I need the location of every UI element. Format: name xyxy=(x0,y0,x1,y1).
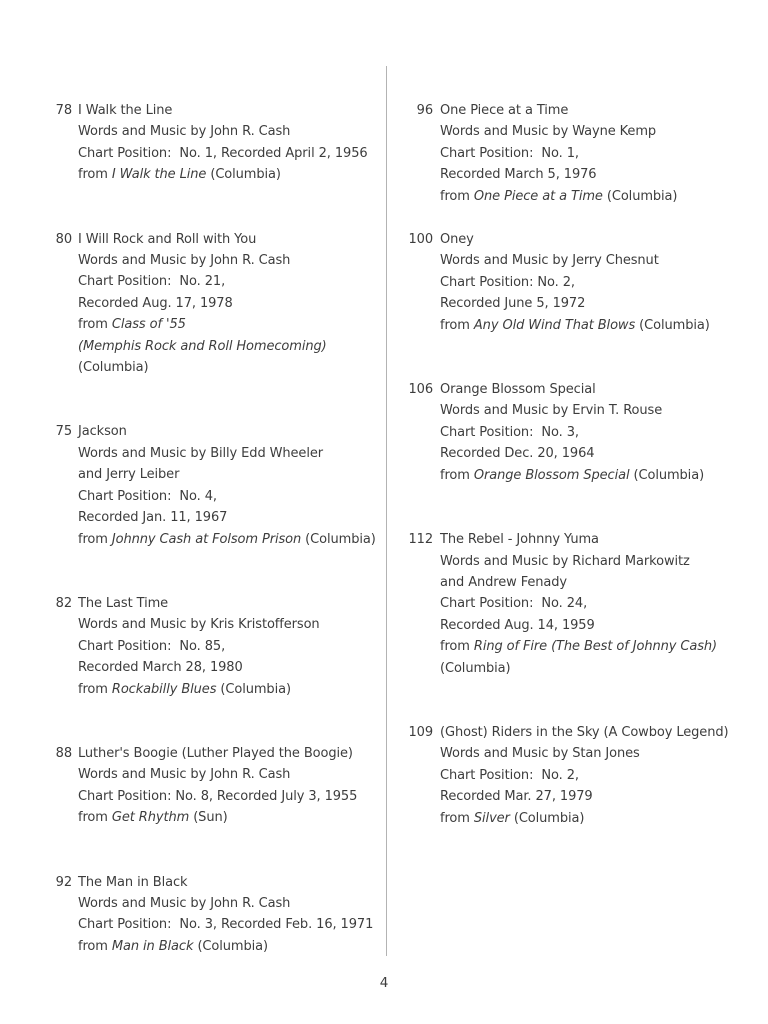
detail-text: from xyxy=(78,810,112,826)
detail-text: Chart Position: No. 24, xyxy=(440,596,588,612)
song-detail-line xyxy=(440,765,760,786)
song-entry-body xyxy=(78,100,376,186)
detail-text: Chart Position: No. 1, xyxy=(440,145,579,161)
song-entry xyxy=(400,529,760,679)
album-title-italic: One Piece at a Time xyxy=(473,188,603,204)
song-entry xyxy=(400,722,760,829)
song-detail-line xyxy=(78,914,376,935)
detail-text: from xyxy=(78,317,112,333)
detail-text: Words and Music by John R. Cash xyxy=(78,767,291,783)
song-title: The Last Time xyxy=(78,595,169,611)
detail-text: Chart Position: No. 85, xyxy=(78,638,226,654)
detail-text: from xyxy=(440,639,474,655)
song-entry xyxy=(44,743,376,829)
detail-text: from xyxy=(440,810,474,826)
song-detail-line xyxy=(440,272,760,293)
song-title: (Ghost) Riders in the Sky (A Cowboy Legend) xyxy=(440,724,729,740)
song-entry-body xyxy=(78,421,376,549)
album-title-italic: Orange Blossom Special xyxy=(473,467,630,483)
song-entry-body xyxy=(440,100,760,207)
detail-text: Chart Position: No. 2, xyxy=(440,767,579,783)
song-detail-line xyxy=(78,636,376,657)
detail-text: and Jerry Leiber xyxy=(78,467,180,483)
song-detail-line xyxy=(78,121,376,142)
song-page-ref: 80 xyxy=(55,231,72,247)
song-entry-body xyxy=(440,529,760,679)
song-page-ref: 96 xyxy=(416,103,433,118)
song-page-ref: 78 xyxy=(55,103,72,118)
song-detail-line xyxy=(78,293,376,314)
song-detail-line xyxy=(78,786,376,807)
detail-text: Chart Position: No. 3, xyxy=(440,424,579,440)
detail-text: Chart Position: No. 21, xyxy=(78,274,226,290)
song-title: The Rebel - Johnny Yuma xyxy=(440,532,599,548)
song-detail-line xyxy=(440,808,760,829)
song-page-ref: 106 xyxy=(408,382,433,398)
detail-text: Recorded Aug. 17, 1978 xyxy=(78,295,233,311)
detail-text: from xyxy=(440,317,474,333)
detail-text: (Columbia) xyxy=(602,188,678,204)
song-title: The Man in Black xyxy=(78,874,188,890)
detail-text: from xyxy=(78,681,112,697)
detail-text: Recorded Jan. 11, 1967 xyxy=(78,510,228,526)
detail-text: Chart Position: No. 2, xyxy=(440,274,575,290)
song-page-ref: 109 xyxy=(408,724,433,740)
detail-text: Chart Position: No. 3, Recorded Feb. 16, 1971 xyxy=(78,917,374,933)
song-title: I Will Rock and Roll with You xyxy=(78,231,257,247)
song-page-ref: 88 xyxy=(55,745,72,761)
detail-text: (Columbia) xyxy=(635,317,710,333)
song-detail-line xyxy=(78,314,376,335)
song-entry-body xyxy=(78,229,376,379)
song-detail-line xyxy=(440,315,760,336)
right-column xyxy=(400,100,760,829)
song-entry xyxy=(44,421,376,549)
song-detail-line xyxy=(78,764,376,785)
detail-text: from xyxy=(440,188,474,204)
detail-text: Recorded Aug. 14, 1959 xyxy=(440,617,595,633)
song-detail-line xyxy=(78,486,376,507)
detail-text: (Columbia) xyxy=(629,467,705,483)
song-detail-line xyxy=(440,186,760,207)
column-divider xyxy=(386,66,387,956)
detail-text: (Columbia) xyxy=(301,531,376,547)
song-detail-line xyxy=(440,465,760,486)
song-detail-line xyxy=(78,250,376,271)
song-entry-body xyxy=(78,743,376,829)
song-entry-body xyxy=(78,593,376,700)
song-detail-line xyxy=(440,636,760,657)
song-page-ref: 75 xyxy=(55,424,72,440)
detail-text: (Columbia) xyxy=(216,681,291,697)
detail-text: (Columbia) xyxy=(440,660,511,676)
song-detail-line xyxy=(78,679,376,700)
song-detail-line xyxy=(440,293,760,314)
album-title-italic: Man in Black xyxy=(111,938,194,954)
detail-text: Words and Music by Jerry Chesnut xyxy=(440,253,659,269)
song-detail-line xyxy=(78,336,376,357)
song-detail-line xyxy=(440,786,760,807)
song-entry-body xyxy=(440,722,760,829)
song-title: Jackson xyxy=(78,424,127,440)
song-page-ref: 92 xyxy=(55,874,72,890)
song-detail-line xyxy=(440,743,760,764)
song-detail-line xyxy=(78,143,376,164)
song-detail-line xyxy=(78,529,376,550)
detail-text: (Sun) xyxy=(189,810,228,826)
song-title: Luther's Boogie (Luther Played the Boogie) xyxy=(78,745,353,761)
song-detail-line xyxy=(440,593,760,614)
detail-text: Words and Music by Richard Markowitz xyxy=(440,553,690,569)
detail-text: Recorded March 5, 1976 xyxy=(440,167,597,183)
song-detail-line xyxy=(440,615,760,636)
detail-text: from xyxy=(78,938,112,954)
song-detail-line xyxy=(440,422,760,443)
song-detail-line xyxy=(440,143,760,164)
song-detail-line xyxy=(78,164,376,185)
song-detail-line xyxy=(440,400,760,421)
detail-text: Words and Music by John R. Cash xyxy=(78,895,291,911)
song-detail-line xyxy=(78,893,376,914)
song-detail-line xyxy=(78,443,376,464)
song-entry xyxy=(44,229,376,379)
song-detail-line xyxy=(440,551,760,572)
detail-text: Recorded June 5, 1972 xyxy=(440,296,586,312)
song-entry xyxy=(44,872,376,958)
detail-text: Words and Music by Wayne Kemp xyxy=(440,124,657,140)
song-entry xyxy=(400,100,760,207)
detail-text: Words and Music by Ervin T. Rouse xyxy=(440,403,663,419)
album-title-italic: Silver xyxy=(473,810,510,826)
song-page-ref: 112 xyxy=(408,532,433,548)
detail-text: Words and Music by Stan Jones xyxy=(440,746,640,762)
song-detail-line xyxy=(78,507,376,528)
detail-text: Chart Position: No. 4, xyxy=(78,488,217,504)
detail-text: Words and Music by John R. Cash xyxy=(78,253,291,269)
album-title-italic: Get Rhythm xyxy=(111,810,190,826)
song-detail-line xyxy=(78,807,376,828)
song-entry-body xyxy=(440,379,760,486)
detail-text: (Columbia) xyxy=(206,167,281,183)
detail-text: Recorded March 28, 1980 xyxy=(78,660,243,676)
detail-text: (Columbia) xyxy=(193,938,268,954)
song-page-ref: 100 xyxy=(408,232,433,248)
song-detail-line xyxy=(78,271,376,292)
song-detail-line xyxy=(78,464,376,485)
album-title-italic: Any Old Wind That Blows xyxy=(473,317,636,333)
detail-text: (Columbia) xyxy=(509,810,585,826)
detail-text: Recorded Mar. 27, 1979 xyxy=(440,789,593,805)
detail-text: and Andrew Fenady xyxy=(440,574,568,590)
song-entry xyxy=(44,593,376,700)
album-title-italic: (Memphis Rock and Roll Homecoming) xyxy=(78,338,327,354)
song-detail-line xyxy=(440,443,760,464)
detail-text: from xyxy=(78,531,112,547)
song-detail-line xyxy=(78,657,376,678)
detail-text: Chart Position: No. 1, Recorded April 2, 1956 xyxy=(78,145,368,161)
song-title: Orange Blossom Special xyxy=(440,382,596,398)
album-title-italic: Ring of Fire (The Best of Johnny Cash) xyxy=(473,639,718,655)
detail-text: Recorded Dec. 20, 1964 xyxy=(440,446,595,462)
song-detail-line xyxy=(440,572,760,593)
song-entry xyxy=(44,100,376,186)
song-entry xyxy=(400,379,760,486)
detail-text: Chart Position: No. 8, Recorded July 3, 1955 xyxy=(78,788,358,804)
song-detail-line xyxy=(440,250,760,271)
album-title-italic: I Walk the Line xyxy=(111,167,207,183)
detail-text: from xyxy=(78,167,112,183)
left-column xyxy=(44,100,376,957)
album-title-italic: Class of '55 xyxy=(111,317,186,333)
song-detail-line xyxy=(440,121,760,142)
song-entry-body xyxy=(440,229,760,336)
song-page-ref: 82 xyxy=(55,595,72,611)
album-title-italic: Johnny Cash at Folsom Prison xyxy=(111,531,302,547)
song-detail-line xyxy=(78,357,376,378)
song-detail-line xyxy=(78,614,376,635)
song-detail-line xyxy=(440,164,760,185)
album-title-italic: Rockabilly Blues xyxy=(111,681,217,697)
detail-text: Words and Music by Kris Kristofferson xyxy=(78,617,320,633)
detail-text: (Columbia) xyxy=(78,360,149,376)
song-entry xyxy=(400,229,760,336)
page-number: 4 xyxy=(379,975,389,991)
song-title: I Walk the Line xyxy=(78,103,173,118)
song-detail-line xyxy=(440,658,760,679)
detail-text: Words and Music by Billy Edd Wheeler xyxy=(78,445,323,461)
song-entry-body xyxy=(78,872,376,958)
detail-text: Words and Music by John R. Cash xyxy=(78,124,291,140)
song-detail-line xyxy=(78,936,376,957)
song-title: Oney xyxy=(440,232,474,248)
song-title: One Piece at a Time xyxy=(440,103,569,118)
detail-text: from xyxy=(440,467,474,483)
